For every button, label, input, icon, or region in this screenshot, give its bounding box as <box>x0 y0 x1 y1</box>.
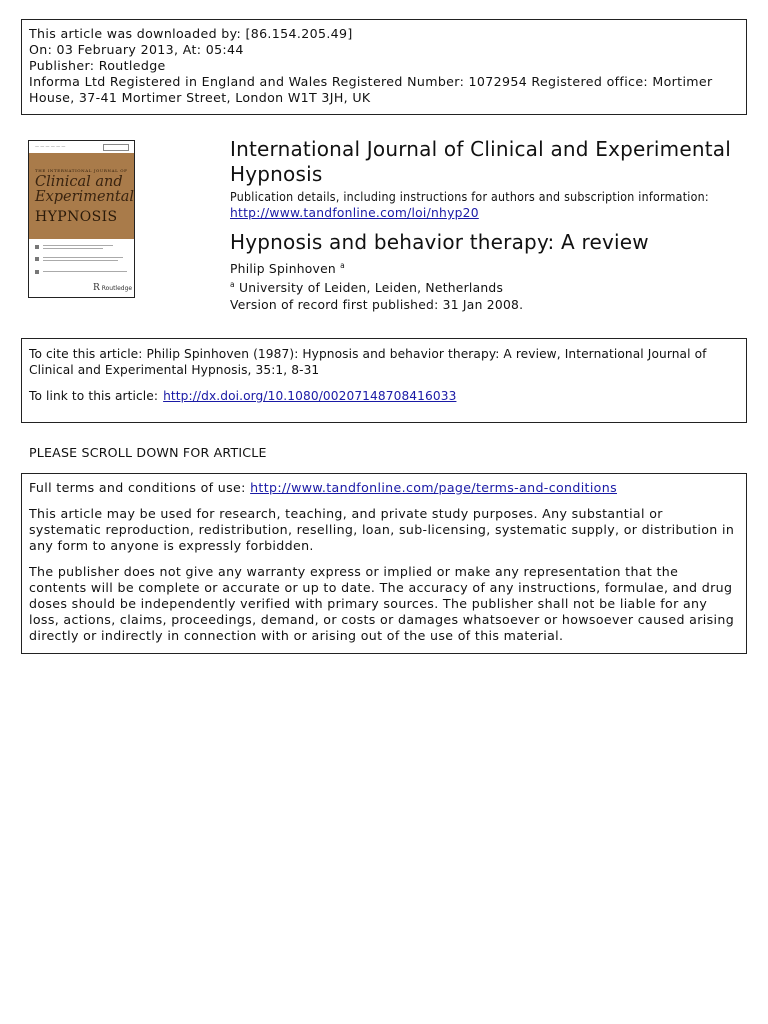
affiliation: University of Leiden, Leiden, Netherlands <box>239 281 504 295</box>
address-line: House, 37-41 Mortimer Street, London W1T 3JH, UK <box>29 90 371 105</box>
terms-label: Full terms and conditions of use: <box>29 480 246 495</box>
terms-link[interactable]: http://www.tandfonline.com/page/terms-and-conditions <box>250 480 617 495</box>
version-of-record: Version of record first published: 31 Jan 2008. <box>230 298 524 312</box>
article-link-label: To link to this article: <box>29 389 159 403</box>
author-line <box>230 261 345 277</box>
article-link-line <box>29 388 739 404</box>
terms-paragraph-usage: This article may be used for research, teaching, and private study purposes. Any substantial or systematic reproduction, redistribution, reselling, loan, sub-licensing, systematic supply, or distribution in any form to anyone is expressly forbidden. <box>29 506 735 553</box>
routledge-logo-icon: R <box>93 283 100 293</box>
citation-box <box>21 338 747 423</box>
cover-top-strip <box>29 141 134 153</box>
download-date-line: On: 03 February 2013, At: 05:44 <box>29 42 244 57</box>
cover-logo-text: Routledge <box>101 285 133 292</box>
journal-cover-image <box>28 140 135 298</box>
download-line: This article was downloaded by: [86.154.205.49] <box>29 26 353 41</box>
terms-paragraph-disclaimer: The publisher does not give any warranty express or implied or make any representation that the contents will be complete or accurate or up to date. The accuracy of any instructions, formulae, and drug doses should be independently verified with primary sources. The publisher shall not be liable for any loss, actions, claims, proceedings, demand, or costs or damages whatsoever or howsoever caused arising directly or indirectly in connection with or arising out of the use of this material. <box>29 564 735 643</box>
cover-publisher-logo <box>93 283 132 293</box>
affiliation-superscript: a <box>230 279 235 289</box>
terms-box <box>21 473 747 654</box>
citation-text: To cite this article: Philip Spinhoven (1987): Hypnosis and behavior therapy: A review, International Journal of Clinical and Experimental Hypnosis, 35:1, 8-31 <box>29 347 707 377</box>
article-title: Hypnosis and behavior therapy: A review <box>230 230 649 254</box>
doi-link[interactable]: http://dx.doi.org/10.1080/00207148708416033 <box>163 389 457 403</box>
cover-contents-row <box>35 256 128 264</box>
cover-strip-text: — — — — — — <box>35 144 66 149</box>
publisher-line: Publisher: Routledge <box>29 58 166 73</box>
cover-title-hypnosis: HYPNOSIS <box>35 209 118 225</box>
cover-contents-row <box>35 244 128 252</box>
journal-link[interactable]: http://www.tandfonline.com/loi/nhyp20 <box>230 206 479 220</box>
author-name: Philip Spinhoven <box>230 262 336 276</box>
publication-details: Publication details, including instructions for authors and subscription information: <box>230 190 709 204</box>
cover-strip-box <box>103 144 129 151</box>
terms-line <box>29 480 739 496</box>
cover-caption: THE INTERNATIONAL JOURNAL OF <box>35 168 128 173</box>
journal-title: International Journal of Clinical and Experimental Hypnosis <box>230 137 731 186</box>
download-info-box <box>21 19 747 115</box>
scroll-down-note: PLEASE SCROLL DOWN FOR ARTICLE <box>29 445 267 460</box>
author-superscript: a <box>340 260 345 270</box>
cover-contents-row <box>35 269 128 277</box>
affiliation-line <box>230 280 503 296</box>
registration-line: Informa Ltd Registered in England and Wales Registered Number: 1072954 Registered office: Mortimer <box>29 74 713 89</box>
cover-title-line: Experimental <box>35 189 134 205</box>
cover-title-line: Clinical and <box>35 174 123 190</box>
